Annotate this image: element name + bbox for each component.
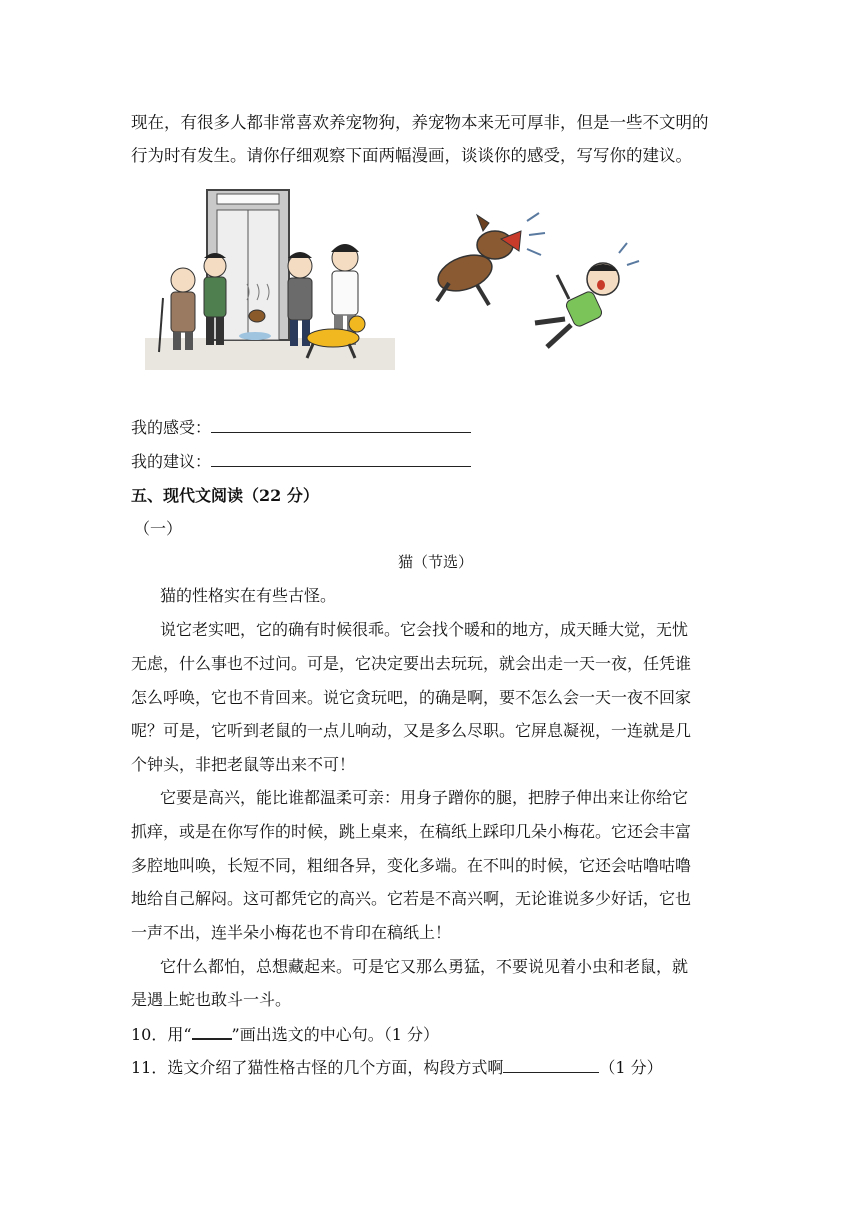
question-10 [131,1024,439,1045]
question-11-suffix: （1 分） [599,1058,663,1077]
intro-line-1: 现在，有很多人都非常喜欢养宠物狗，养宠物本来无可厚非，但是一些不文明的 [131,113,709,132]
intro-line-2: 行为时有发生。请你仔细观察下面两幅漫画，谈谈你的感受，写写你的建议。 [131,146,692,165]
question-10-underline-sample [192,1024,232,1040]
suggestion-answer-blank[interactable] [211,452,471,467]
passage-title: 猫（节选） [398,553,474,571]
passage-line: 无虑，什么事也不过问。可是，它决定要出去玩玩，就会出走一天一夜，任凭谁 [131,654,692,673]
question-10-prefix: 10．用“ [131,1025,192,1044]
passage-line: 一声不出，连半朵小梅花也不肯印在稿纸上！ [131,923,452,942]
suggestion-answer-row [131,452,471,472]
comic-elevator-dog-mess [145,188,395,370]
passage-line: 呢？可是，它听到老鼠的一点儿响动，又是多么尽职。它屏息凝视，一连就是几 [131,721,692,740]
question-11-prefix: 11．选文介绍了猫性格古怪的几个方面，构段方式啊 [131,1058,504,1077]
comic-dog-scaring-child [423,201,648,366]
question-11 [131,1058,663,1078]
passage-line: 它要是高兴，能比谁都温柔可亲：用身子蹭你的腿，把脖子伸出来让你给它 [160,788,689,807]
passage-line: 猫的性格实在有些古怪。 [160,586,337,605]
section-part: （一） [134,519,183,538]
passage-line: 说它老实吧，它的确有时候很乖。它会找个暖和的地方，成天睡大觉，无忧 [160,620,689,639]
passage-line: 怎么呼唤，它也不肯回来。说它贪玩吧，的确是啊，要不怎么会一天一夜不回家 [131,688,692,707]
passage-line: 多腔地叫唤，长短不同，粗细各异，变化多端。在不叫的时候，它还会咕噜咕噜 [131,856,692,875]
passage-line: 个钟头，非把老鼠等出来不可！ [131,755,356,774]
question-10-suffix: ”画出选文的中心句。（1 分） [231,1025,439,1044]
feeling-answer-row [131,418,471,438]
section-heading: 五、现代文阅读（22 分） [131,486,319,505]
feeling-label: 我的感受： [131,418,212,437]
passage-line: 地给自己解闷。这可都凭它的高兴。它若是不高兴啊，无论谁说多少好话，它也 [131,889,692,908]
question-11-answer-blank[interactable] [503,1058,599,1073]
passage-line: 是遇上蛇也敢斗一斗。 [131,990,292,1009]
passage-line: 它什么都怕，总想藏起来。可是它又那么勇猛，不要说见着小虫和老鼠，就 [160,957,689,976]
passage-line: 抓痒，或是在你写作的时候，跳上桌来，在稿纸上踩印几朵小梅花。它还会丰富 [131,822,692,841]
suggestion-label: 我的建议： [131,452,212,471]
feeling-answer-blank[interactable] [211,418,471,433]
